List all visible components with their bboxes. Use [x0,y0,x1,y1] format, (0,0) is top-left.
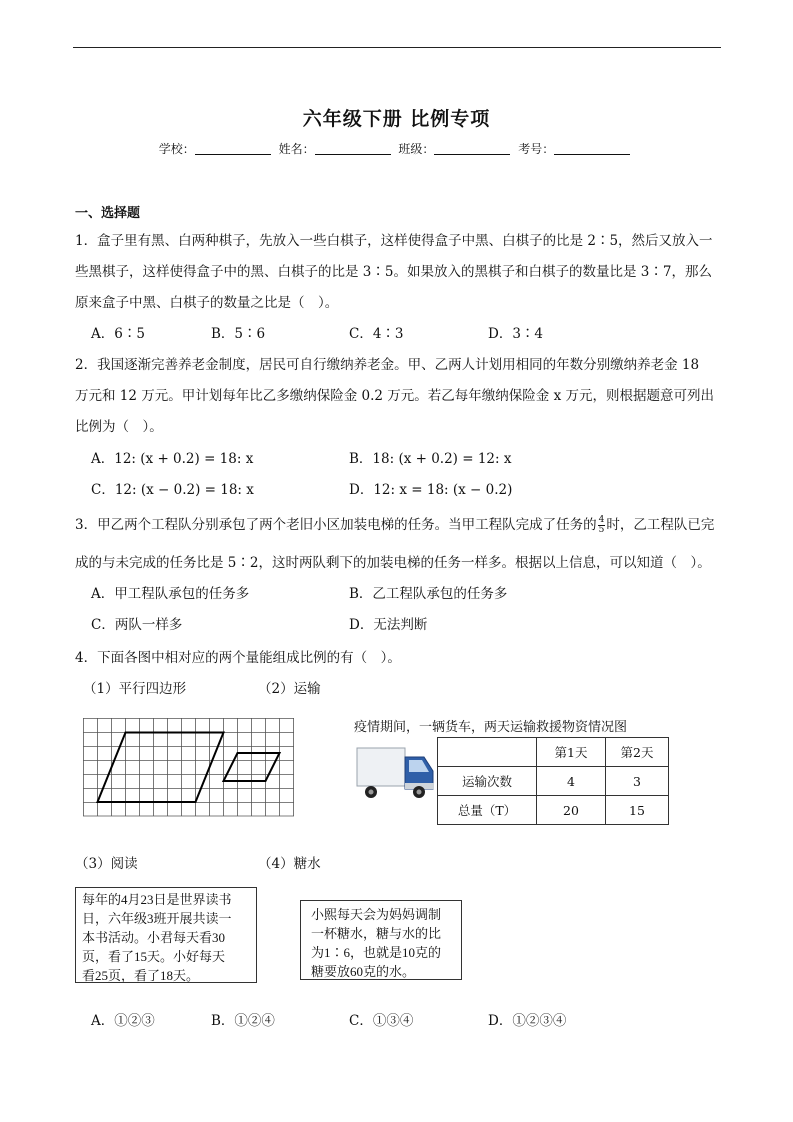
section-heading: 一、选择题 [75,206,141,221]
school-label: 学校： [158,142,195,156]
table-cell: 15 [606,796,669,825]
exam-number-blank[interactable] [554,142,630,155]
q2-option-b[interactable]: B．18: (x + 0.2) = 12: x [349,451,512,467]
table-header-cell [438,738,537,767]
q4-option-d[interactable]: D．①②③④ [488,1013,567,1029]
fraction-four-fifths [598,516,606,535]
sugar-line: 糖要放60克的水。 [311,964,416,979]
q1-option-d[interactable]: D．3∶4 [488,326,544,342]
q2-line-3: 比例为（ ）。 [75,419,163,435]
figure-label-transport: （2）运输 [258,681,321,697]
school-blank[interactable] [195,142,271,155]
q4-option-a[interactable]: A．①②③ [91,1013,155,1029]
q3-line-1-start: 3．甲乙两个工程队分别承包了两个老旧小区加装电梯的任务。当甲工程队完成了任务的 [75,517,597,533]
q2-option-a[interactable]: A．12: (x + 0.2) = 18: x [91,451,254,467]
reading-line: 本书活动。小君每天看30 [82,930,226,945]
table-header-cell: 第1天 [537,738,606,767]
q1-line-1: 1．盒子里有黑、白两种棋子，先放入一些白棋子，这样使得盒子中黑、白棋子的比是 2∶5，然后又放入一 [75,233,713,249]
figure-label-reading: （3）阅读 [75,856,138,872]
table-header-cell: 第2天 [606,738,669,767]
table-row [438,796,669,825]
transport-table [437,737,669,825]
exam-number-label: 考号： [518,142,555,156]
q3-option-a[interactable]: A．甲工程队承包的任务多 [91,586,250,602]
table-cell: 3 [606,767,669,796]
figure-label-parallelogram: （1）平行四边形 [83,681,187,697]
q3-option-d[interactable]: D．无法判断 [349,617,428,633]
q4-option-b[interactable]: B．①②④ [211,1013,275,1029]
q1-option-b[interactable]: B．5∶6 [211,326,266,342]
q2-line-2: 万元和 12 万元。甲计划每年比乙多缴纳保险金 0.2 万元。若乙每年缴纳保险金 x 万元，则根据题意可列出 [75,388,715,404]
q1-line-2: 些黑棋子，这样使得盒子中的黑、白棋子的比是 3∶5。如果放入的黑棋子和白棋子的数量比是 3∶7，那么 [75,264,712,280]
transport-caption: 疫情期间，一辆货车，两天运输救援物资情况图 [354,719,628,734]
fraction-denominator: 5 [598,525,605,535]
q4-stem: 4．下面各图中相对应的两个量能组成比例的有（ ）。 [75,650,401,666]
truck-icon [354,745,436,801]
reading-line: 每年的4月23日是世界读书 [82,892,232,907]
table-cell: 运输次数 [438,767,537,796]
table-row [438,767,669,796]
parallelogram-grid-figure [83,718,305,820]
name-label: 姓名： [278,142,315,156]
table-header-row [438,738,669,767]
table-cell: 4 [537,767,606,796]
q4-option-c[interactable]: C．①③④ [349,1013,414,1029]
q3-option-c[interactable]: C．两队一样多 [91,617,183,633]
name-blank[interactable] [315,142,391,155]
q2-option-c[interactable]: C．12: (x − 0.2) = 18: x [91,482,254,498]
q2-option-d[interactable]: D．12: x = 18: (x − 0.2) [349,482,513,498]
large-parallelogram [98,733,224,803]
q3-line-2: 成的与未完成的任务比是 5∶2，这时两队剩下的加装电梯的任务一样多。根据以上信息，可以知道（ ）。 [75,555,711,571]
student-info-line [0,140,793,157]
fraction-numerator: 4 [598,515,605,525]
q1-line-3: 原来盒子中黑、白棋子的数量之比是（ ）。 [75,295,339,311]
class-blank[interactable] [434,142,510,155]
reading-line: 日，六年级3班开展共读一 [82,911,232,926]
figure-label-sugar-water: （4）糖水 [258,856,321,872]
reading-line: 看25页，看了18天。 [82,968,200,983]
q1-option-a[interactable]: A．6∶5 [91,326,145,342]
q3-line-1 [75,513,714,535]
reading-box [75,887,257,983]
q2-line-1: 2．我国逐渐完善养老金制度，居民可自行缴纳养老金。甲、乙两人计划用相同的年数分别缴纳养老金 18 [75,357,700,373]
sugar-water-box [300,900,462,980]
q3-option-b[interactable]: B．乙工程队承包的任务多 [349,586,508,602]
sugar-line: 小熙每天会为妈妈调制 [311,907,442,922]
sugar-line: 一杯糖水，糖与水的比 [311,926,442,941]
top-rule [73,47,721,48]
q1-option-c[interactable]: C．4∶3 [349,326,404,342]
table-cell: 20 [537,796,606,825]
sugar-line: 为1∶6，也就是10克的 [311,945,442,960]
page-title: 六年级下册 比例专项 [302,108,491,130]
q3-line-1-end: 时，乙工程队已完 [606,517,715,533]
class-label: 班级： [398,142,435,156]
table-cell: 总量（T） [438,796,537,825]
reading-line: 页，看了15天。小好每天 [82,949,226,964]
